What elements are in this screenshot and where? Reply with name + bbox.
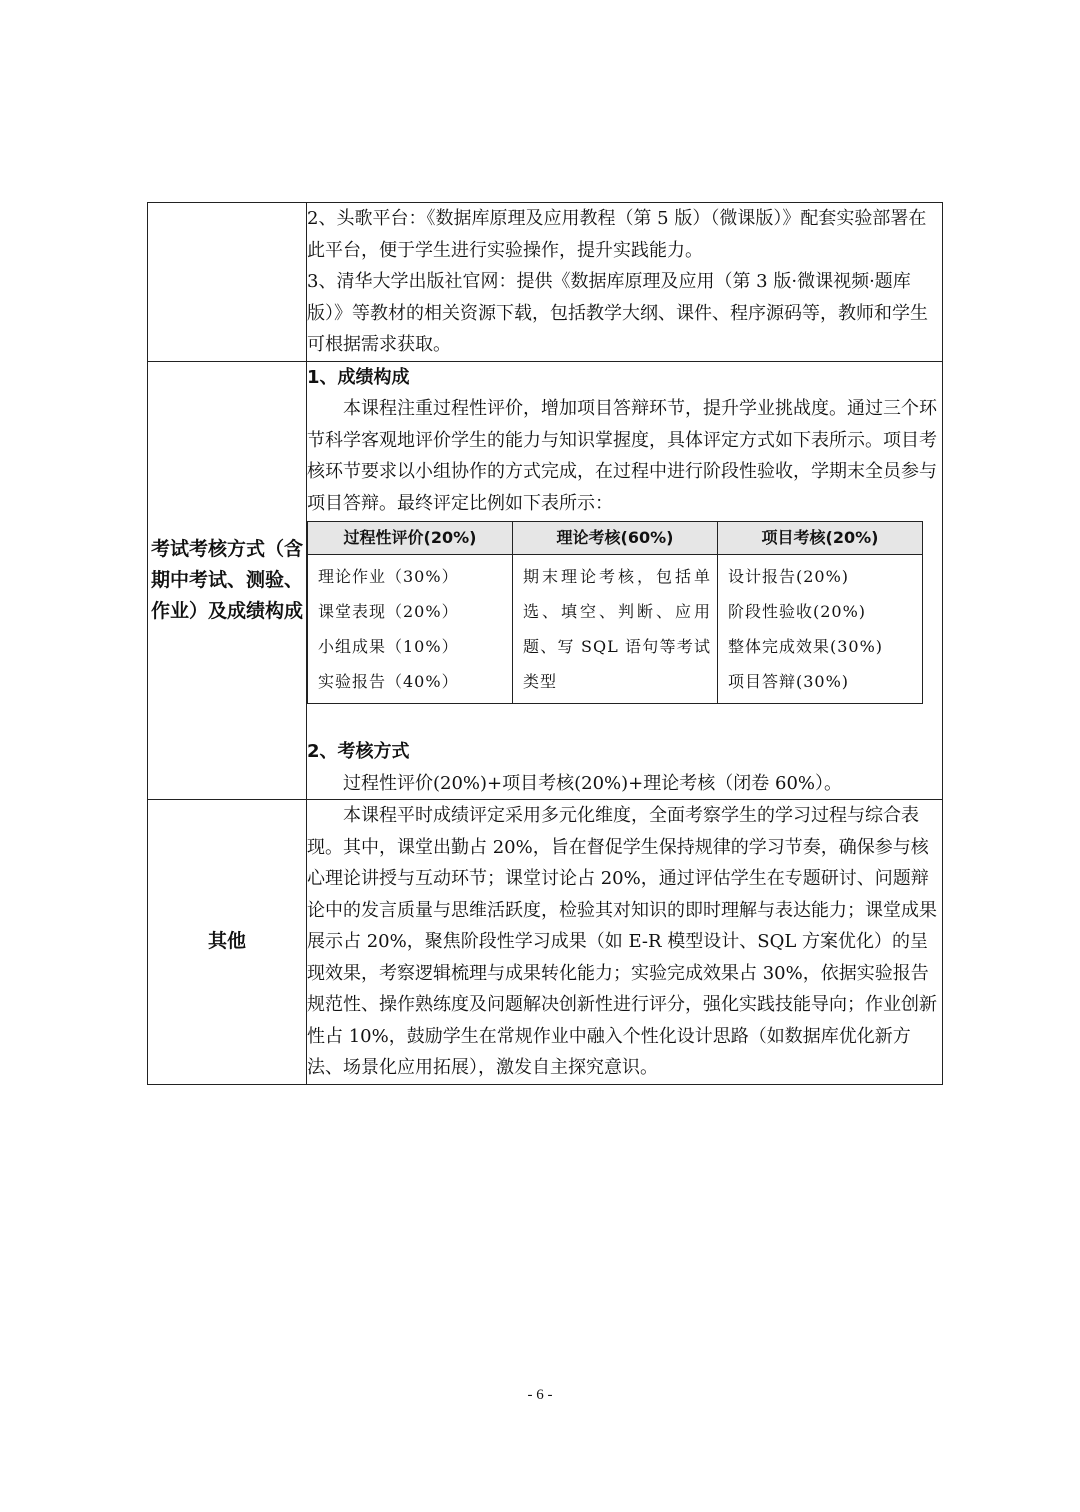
resources-row	[148, 203, 943, 362]
resources-label-cell	[148, 203, 307, 362]
assessment-method-text: 过程性评价(20%)+项目考核(20%)+理论考核（闭卷 60%）。	[343, 772, 842, 794]
spacer	[307, 704, 942, 736]
process-item: 理论作业（30%）	[318, 567, 459, 586]
other-content-cell	[307, 800, 943, 1085]
process-item: 课堂表现（20%）	[318, 602, 459, 621]
grade-header-theory: 理论考核(60%)	[513, 522, 718, 555]
project-item: 阶段性验收(20%)	[728, 602, 867, 621]
grade-table-row	[308, 555, 923, 704]
resource-item-3: 3、清华大学出版社官网：提供《数据库原理及应用（第 3 版·微课视频·题库版）》等教材的相关资源下载，包括教学大纲、课件、程序源码等，教师和学生可根据需求获取。	[307, 271, 928, 355]
process-item: 小组成果（10%）	[318, 637, 459, 656]
project-item: 设计报告(20%)	[728, 567, 850, 586]
course-info-table	[147, 202, 943, 1085]
grade-composition-heading: 1、成绩构成	[307, 366, 410, 388]
grade-header-project: 项目考核(20%)	[718, 522, 923, 555]
grade-composition-paragraph: 本课程注重过程性评价，增加项目答辩环节，提升学业挑战度。通过三个环节科学客观地评价学生的能力与知识掌握度，具体评定方式如下表所示。项目考核环节要求以小组协作的方式完成，在过程中进行阶段性验收，学期末全员参与项目答辩。最终评定比例如下表所示：	[307, 398, 937, 514]
grade-table	[307, 521, 923, 704]
assessment-label: 考试考核方式（含期中考试、测验、作业）及成绩构成	[148, 361, 307, 800]
process-items	[308, 555, 513, 704]
grade-header-process: 过程性评价(20%)	[308, 522, 513, 555]
project-item: 项目答辩(30%)	[728, 672, 850, 691]
project-items	[718, 555, 923, 704]
assessment-row	[148, 361, 943, 800]
resource-item-2: 2、头歌平台：《数据库原理及应用教程（第 5 版）（微课版）》配套实验部署在此平台，便于学生进行实验操作，提升实践能力。	[307, 208, 927, 261]
grade-table-header	[308, 522, 923, 555]
project-item: 整体完成效果(30%)	[728, 637, 884, 656]
process-item: 实验报告（40%）	[318, 672, 459, 691]
resources-content-cell	[307, 203, 943, 362]
page-number: - 6 -	[527, 1387, 553, 1403]
other-paragraph: 本课程平时成绩评定采用多元化维度，全面考察学生的学习过程与综合表现。其中，课堂出勤占 20%，旨在督促学生保持规律的学习节奏，确保参与核心理论讲授与互动环节；课堂讨论占 20%，通过评估学生在专题研讨、问题辩论中的发言质量与思维活跃度，检验其对知识的即时理解与表达能力；课堂成果展示占 20%，聚焦阶段性学习成果（如 E-R 模型设计、SQL 方案优化）的呈现效果，考察逻辑梳理与成果转化能力；实验完成效果占 30%，依据实验报告规范性、操作熟练度及问题解决创新性进行评分，强化实践技能导向；作业创新性占 10%，鼓励学生在常规作业中融入个性化设计思路（如数据库优化新方法、场景化应用拓展），激发自主探究意识。	[307, 805, 937, 1078]
theory-description: 期末理论考核，包括单选、填空、判断、应用题、写 SQL 语句等考试类型	[513, 555, 718, 704]
assessment-method-heading: 2、考核方式	[307, 741, 410, 762]
other-label: 其他	[148, 800, 307, 1085]
other-row	[148, 800, 943, 1085]
assessment-content-cell	[307, 361, 943, 800]
